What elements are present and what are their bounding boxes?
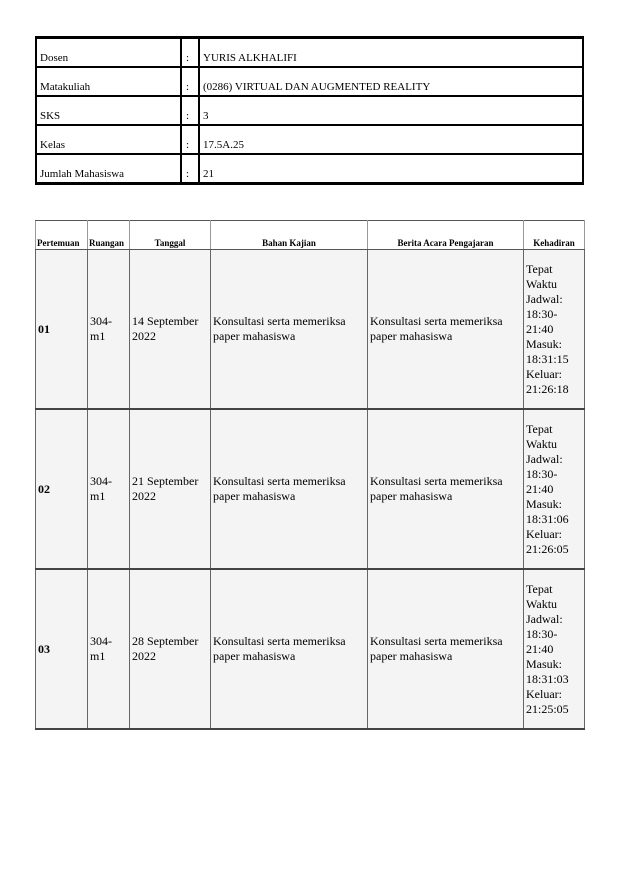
attendance-line: Jadwal: (526, 612, 563, 626)
meeting-date: 14 September 2022 (130, 250, 211, 410)
meeting-number: 03 (36, 569, 88, 729)
attendance-line: Tepat (526, 422, 553, 436)
meetings-table (35, 220, 585, 730)
meeting-topic: Konsultasi serta memeriksa paper mahasiswa (211, 250, 368, 410)
attendance-line: Keluar: (526, 527, 562, 541)
meeting-date: 28 September 2022 (130, 569, 211, 729)
attendance-line: 18:30- (526, 627, 558, 641)
meeting-row (36, 409, 585, 569)
course-info-table (35, 36, 584, 185)
attendance-line: Jadwal: (526, 452, 563, 466)
info-row-matakuliah (36, 67, 583, 96)
attendance-line: 21:40 (526, 322, 554, 336)
meeting-topic: Konsultasi serta memeriksa paper mahasiswa (211, 569, 368, 729)
attendance-line: Masuk: (526, 497, 562, 511)
meeting-date: 21 September 2022 (130, 409, 211, 569)
meeting-minutes: Konsultasi serta memeriksa paper mahasiswa (368, 250, 524, 410)
attendance-line: Tepat (526, 582, 553, 596)
info-row-kelas (36, 125, 583, 154)
attendance-line: Tepat (526, 262, 553, 276)
info-row-dosen (36, 38, 583, 68)
attendance-line: Waktu (526, 277, 558, 291)
meeting-minutes: Konsultasi serta memeriksa paper mahasiswa (368, 409, 524, 569)
meeting-topic: Konsultasi serta memeriksa paper mahasiswa (211, 409, 368, 569)
info-value: 17.5A.25 (199, 125, 583, 154)
info-separator: : (181, 96, 199, 125)
attendance-line: 21:40 (526, 642, 554, 656)
attendance-line: Keluar: (526, 687, 562, 701)
header-berita-acara: Berita Acara Pengajaran (368, 221, 524, 250)
attendance-line: 18:31:06 (526, 512, 569, 526)
meeting-attendance (524, 250, 585, 410)
meeting-row (36, 569, 585, 729)
info-label: Jumlah Mahasiswa (36, 154, 181, 184)
info-value: (0286) VIRTUAL DAN AUGMENTED REALITY (199, 67, 583, 96)
attendance-line: Jadwal: (526, 292, 563, 306)
info-value: YURIS ALKHALIFI (199, 38, 583, 68)
header-pertemuan: Pertemuan (36, 221, 88, 250)
attendance-line: 18:31:03 (526, 672, 569, 686)
info-separator: : (181, 154, 199, 184)
attendance-line: 18:31:15 (526, 352, 569, 366)
meeting-room: 304-m1 (88, 569, 130, 729)
header-ruangan: Ruangan (88, 221, 130, 250)
attendance-line: 21:26:05 (526, 542, 569, 556)
meeting-room: 304-m1 (88, 250, 130, 410)
info-separator: : (181, 125, 199, 154)
attendance-line: Masuk: (526, 657, 562, 671)
info-separator: : (181, 67, 199, 96)
info-label: Matakuliah (36, 67, 181, 96)
attendance-line: 21:40 (526, 482, 554, 496)
info-label: Dosen (36, 38, 181, 68)
meeting-room: 304-m1 (88, 409, 130, 569)
attendance-line: 21:25:05 (526, 702, 569, 716)
meeting-row (36, 250, 585, 410)
meeting-attendance (524, 569, 585, 729)
meeting-attendance (524, 409, 585, 569)
info-value: 3 (199, 96, 583, 125)
info-label: Kelas (36, 125, 181, 154)
meetings-header-row (36, 221, 585, 250)
header-bahan-kajian: Bahan Kajian (211, 221, 368, 250)
meeting-number: 01 (36, 250, 88, 410)
attendance-line: 18:30- (526, 307, 558, 321)
attendance-line: Keluar: (526, 367, 562, 381)
meeting-minutes: Konsultasi serta memeriksa paper mahasiswa (368, 569, 524, 729)
header-kehadiran: Kehadiran (524, 221, 585, 250)
attendance-line: Waktu (526, 437, 558, 451)
info-label: SKS (36, 96, 181, 125)
attendance-line: Masuk: (526, 337, 562, 351)
attendance-line: 21:26:18 (526, 382, 569, 396)
info-row-sks (36, 96, 583, 125)
header-tanggal: Tanggal (130, 221, 211, 250)
attendance-line: 18:30- (526, 467, 558, 481)
info-separator: : (181, 38, 199, 68)
info-row-jumlah-mahasiswa (36, 154, 583, 184)
meeting-number: 02 (36, 409, 88, 569)
attendance-line: Waktu (526, 597, 558, 611)
info-value: 21 (199, 154, 583, 184)
